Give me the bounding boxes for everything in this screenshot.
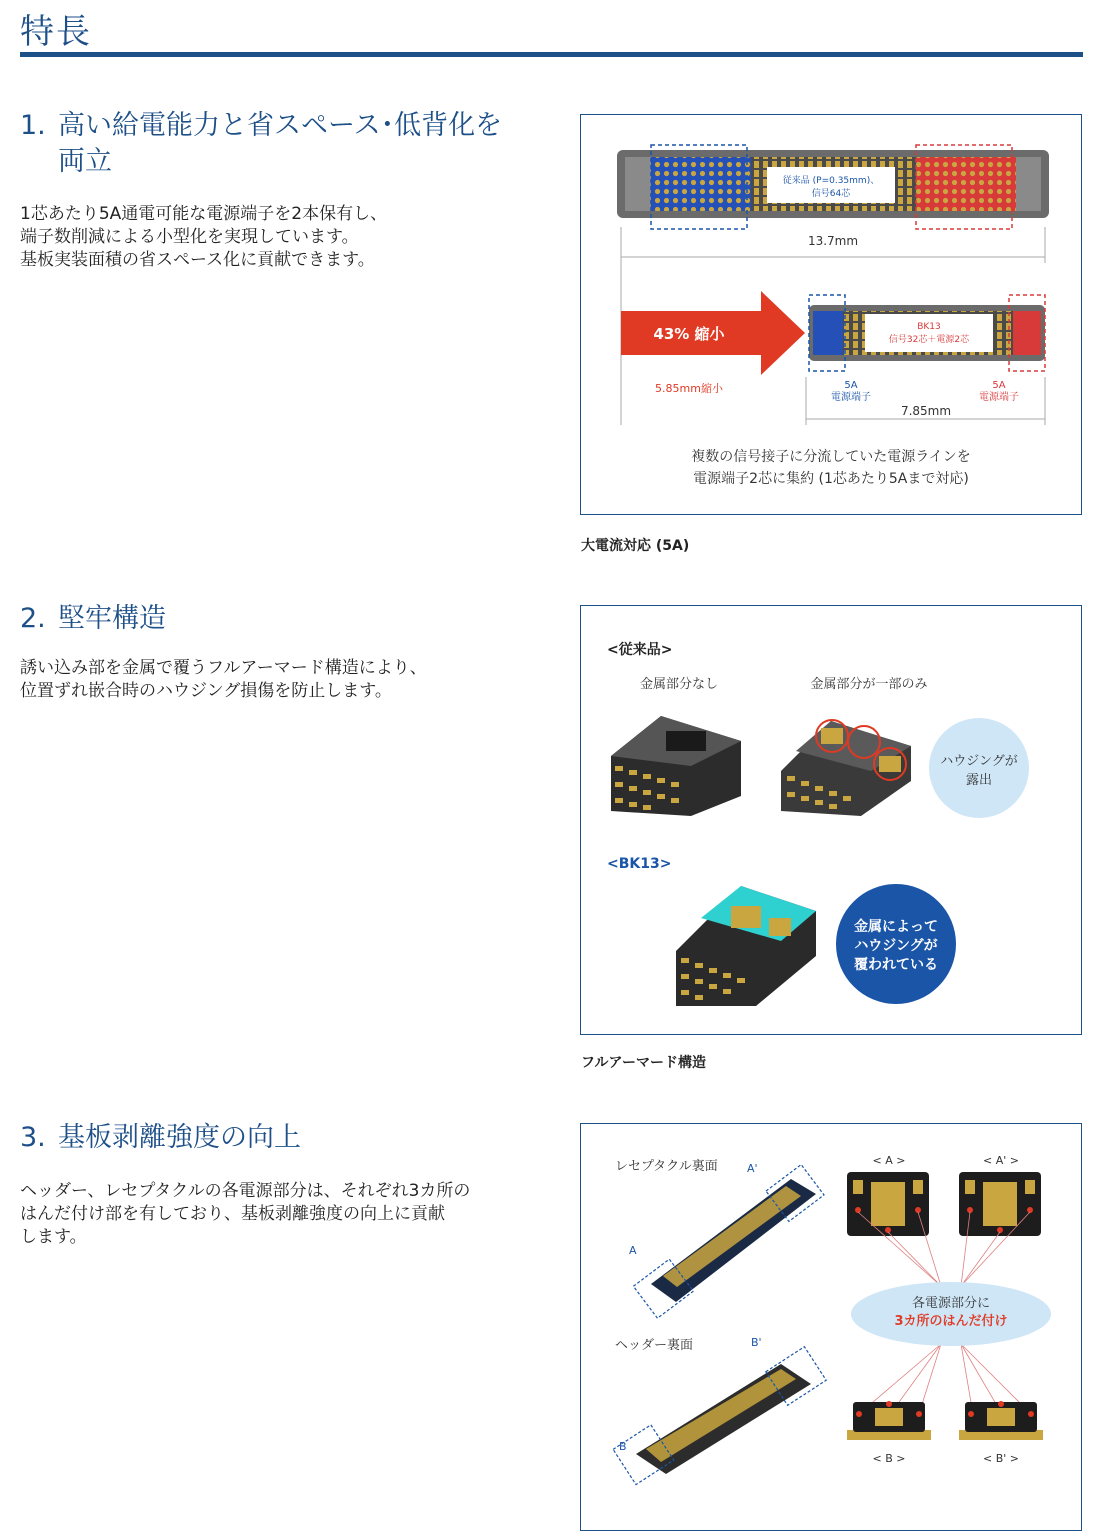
power-terminal-amp-left: 5A	[844, 380, 858, 391]
covered-line2: ハウジングが	[854, 938, 938, 954]
section-3-title	[20, 1120, 540, 1156]
receptacle-back-image	[633, 1165, 824, 1319]
section-1-title	[20, 108, 540, 180]
bubble-line1: 各電源部分に	[911, 1296, 991, 1311]
no-metal-label: 金属部分なし	[639, 677, 719, 692]
power-terminal-amp-right: 5A	[992, 380, 1006, 391]
section-1-title-line1: 高い給電能力と省スペース･低背化を	[58, 110, 503, 141]
mark-a-prime: A'	[747, 1162, 758, 1175]
section-2-number: 2.	[20, 603, 46, 634]
view-b-image	[847, 1401, 931, 1440]
power-terminal-right: 電源端子	[979, 392, 1019, 403]
bubble-line2: 3カ所のはんだ付け	[894, 1314, 1008, 1329]
conventional-label-2: 信号64芯	[811, 189, 851, 199]
header-back-label: ヘッダー裏面	[615, 1338, 694, 1353]
receptacle-back-label: レセプタクル裏面	[615, 1159, 718, 1174]
section-3-body-line: ヘッダー、レセプタクルの各電源部分は、それぞれ3カ所の	[20, 1181, 471, 1201]
figure-note-line2: 電源端子2芯に集約 (1芯あたり5Aまで対応)	[693, 471, 969, 487]
figure-armored-structure	[580, 605, 1082, 1035]
covered-line1: 金属によって	[854, 919, 938, 935]
bk13-label-2: 信号32芯＋電源2芯	[888, 335, 970, 345]
exposed-line1: ハウジングが	[940, 754, 1018, 769]
width-conventional: 13.7mm	[807, 234, 859, 248]
section-3-body-line: はんだ付け部を有しており、基板剥離強度の向上に貢献	[20, 1204, 445, 1224]
section-1-number: 1.	[20, 110, 46, 141]
section-3-body	[20, 1180, 530, 1249]
page-title: 特長	[20, 12, 92, 52]
section-1-body-line: 1芯あたり5A通電可能な電源端子を2本保有し、	[20, 204, 388, 224]
figure-peel-strength	[580, 1123, 1082, 1531]
width-bk13: 7.85mm	[900, 404, 952, 418]
view-a-prime-label: < A' >	[983, 1154, 1019, 1167]
armored-structure-diagram	[581, 606, 1080, 1033]
reduction-arrow-label: 43% 縮小	[653, 325, 725, 343]
mark-b-prime: B'	[751, 1336, 762, 1349]
title-rule	[20, 52, 1083, 57]
section-1-title-line2: 両立	[58, 146, 112, 177]
covered-line3: 覆われている	[854, 957, 938, 973]
conventional-power-area-right	[916, 157, 1016, 211]
connector-partial-metal-image	[781, 720, 911, 816]
figure-note-line1: 複数の信号接子に分流していた電源ラインを	[691, 449, 971, 465]
conventional-heading: <従来品>	[607, 642, 673, 658]
section-3-body-line: します。	[20, 1227, 87, 1247]
bk13-label-1: BK13	[917, 322, 941, 332]
connector-bk13-armored-image	[676, 886, 816, 1006]
partial-metal-label: 金属部分が一部のみ	[810, 677, 928, 692]
mark-a: A	[629, 1244, 637, 1257]
view-a-label: < A >	[872, 1154, 906, 1167]
section-1-body-line: 端子数削減による小型化を実現しています。	[20, 227, 359, 247]
conventional-label-1: 従来品 (P=0.35mm)、	[782, 176, 880, 186]
view-b-prime-image	[959, 1401, 1043, 1440]
section-2-body-line: 位置ずれ嵌合時のハウジング損傷を防止します。	[20, 681, 392, 701]
solder-points-diagram	[581, 1124, 1080, 1529]
section-1-body	[20, 203, 530, 272]
connector-no-metal-image	[611, 716, 741, 816]
figure-high-current	[580, 114, 1082, 515]
section-1-body-line: 基板実装面積の省スペース化に貢献できます。	[20, 250, 375, 270]
section-3-number: 3.	[20, 1122, 46, 1153]
view-b-prime-label: < B' >	[983, 1452, 1019, 1465]
view-a-image	[847, 1172, 929, 1236]
reduction-mm: 5.85mm縮小	[655, 382, 723, 395]
power-terminal-left: 電源端子	[831, 392, 871, 403]
section-2-body-line: 誘い込み部を金属で覆うフルアーマード構造により、	[20, 658, 427, 678]
section-2-title-line1: 堅牢構造	[58, 603, 166, 634]
exposed-line2: 露出	[965, 773, 993, 788]
view-b-label: < B >	[872, 1452, 906, 1465]
connector-size-comparison-diagram	[581, 115, 1080, 513]
section-2-body	[20, 657, 530, 703]
bk13-heading: <BK13>	[607, 856, 672, 872]
section-2-title	[20, 601, 540, 637]
mark-b: B	[619, 1440, 627, 1453]
figure-2-caption: フルアーマード構造	[581, 1055, 707, 1071]
view-a-prime-image	[959, 1172, 1041, 1236]
figure-1-caption: 大電流対応 (5A)	[581, 538, 690, 554]
header-back-image	[613, 1347, 826, 1485]
conventional-power-area-left	[651, 157, 751, 211]
section-3-title-line1: 基板剥離強度の向上	[58, 1122, 301, 1153]
